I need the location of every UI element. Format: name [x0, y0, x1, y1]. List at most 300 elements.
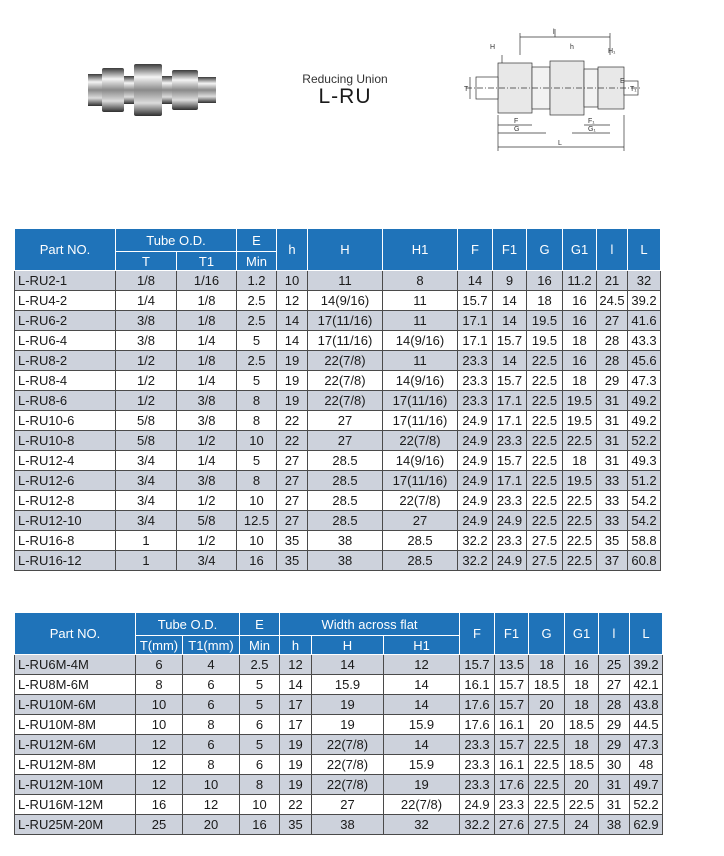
table-cell: 32: [384, 815, 460, 835]
table-cell: 5: [237, 331, 277, 351]
table-cell: 22.5: [527, 391, 563, 411]
table-cell: 16.1: [460, 675, 495, 695]
table-cell: 12: [277, 291, 308, 311]
table-cell: 35: [597, 531, 628, 551]
table-cell: 22(7/8): [308, 351, 383, 371]
table-cell: 18.5: [529, 675, 565, 695]
part-number-cell: L-RU16-12: [15, 551, 116, 571]
header-G1: G1: [563, 229, 597, 271]
header-H1: H1: [383, 229, 458, 271]
table-cell: 12: [136, 755, 183, 775]
table-cell: 24.9: [460, 795, 495, 815]
table-cell: 19.5: [563, 391, 597, 411]
table-cell: 14: [493, 351, 527, 371]
product-subtitle: Reducing Union: [302, 72, 388, 86]
table-cell: 6: [183, 675, 240, 695]
table-cell: 49.2: [628, 391, 661, 411]
table-cell: 24.9: [458, 511, 493, 531]
table-cell: 3/8: [177, 471, 237, 491]
table-cell: 22.5: [529, 735, 565, 755]
table-cell: 22(7/8): [312, 735, 384, 755]
header-F: F: [460, 613, 495, 655]
table-row: [15, 391, 661, 411]
header-T1: T1: [177, 252, 237, 271]
table-cell: 16: [563, 351, 597, 371]
table-cell: 29: [599, 715, 630, 735]
table-cell: 17: [280, 695, 312, 715]
header-width-across-flat: Width across flat: [280, 613, 460, 636]
table-cell: 17.1: [493, 411, 527, 431]
table-cell: 15.9: [384, 715, 460, 735]
table-cell: 16: [565, 655, 599, 675]
table-cell: 31: [597, 451, 628, 471]
table-row: [15, 551, 661, 571]
table-cell: 15.7: [460, 655, 495, 675]
table-row: [15, 331, 661, 351]
table-cell: 11: [383, 351, 458, 371]
table-cell: 29: [599, 735, 630, 755]
table-cell: 15.7: [493, 331, 527, 351]
table-cell: 6: [183, 695, 240, 715]
table-cell: 17.6: [460, 695, 495, 715]
table-cell: 1/2: [116, 371, 177, 391]
table-cell: 1/16: [177, 271, 237, 291]
table-cell: 22.5: [563, 531, 597, 551]
table-cell: 31: [597, 391, 628, 411]
table-cell: 23.3: [493, 491, 527, 511]
table-cell: 28: [599, 695, 630, 715]
metric-table-body: [15, 655, 663, 835]
header-H1: H1: [384, 636, 460, 655]
table-row: [15, 471, 661, 491]
table-cell: 18: [565, 675, 599, 695]
table-cell: 24.9: [458, 471, 493, 491]
table-cell: 24.9: [493, 511, 527, 531]
table-cell: 8: [136, 675, 183, 695]
table-cell: 33: [597, 491, 628, 511]
table-cell: 16.1: [495, 715, 529, 735]
table-cell: 17(11/16): [308, 311, 383, 331]
table-cell: 43.3: [628, 331, 661, 351]
table-cell: 1/8: [177, 351, 237, 371]
table-cell: 28.5: [383, 531, 458, 551]
table-cell: 38: [308, 551, 383, 571]
table-cell: 18: [563, 451, 597, 471]
part-number-cell: L-RU6M-4M: [15, 655, 136, 675]
table-cell: 38: [312, 815, 384, 835]
table-cell: 18: [565, 735, 599, 755]
table-cell: 22(7/8): [312, 755, 384, 775]
table-cell: 24.9: [458, 491, 493, 511]
table-cell: 35: [277, 531, 308, 551]
table-cell: 18: [563, 371, 597, 391]
table-cell: 17(11/16): [383, 471, 458, 491]
table-cell: 3/8: [177, 411, 237, 431]
product-code: L-RU: [318, 85, 372, 108]
product-caption: [280, 72, 410, 109]
table-row: [15, 795, 663, 815]
table-cell: 11.2: [563, 271, 597, 291]
part-number-cell: L-RU12M-8M: [15, 755, 136, 775]
table-cell: 14: [277, 331, 308, 351]
table-cell: 31: [597, 431, 628, 451]
table-cell: 22.5: [527, 431, 563, 451]
table-cell: 10: [277, 271, 308, 291]
table-cell: 49.3: [628, 451, 661, 471]
table-cell: 5/8: [116, 411, 177, 431]
table-cell: 17.1: [493, 471, 527, 491]
table-cell: 22.5: [529, 775, 565, 795]
table-cell: 18: [563, 331, 597, 351]
part-number-cell: L-RU12M-10M: [15, 775, 136, 795]
table-cell: 12: [280, 655, 312, 675]
dim-H-label: H: [490, 44, 496, 51]
header-H: H: [308, 229, 383, 271]
table-cell: 27: [308, 431, 383, 451]
table-cell: 16: [563, 311, 597, 331]
header-G: G: [529, 613, 565, 655]
table-cell: 10: [183, 775, 240, 795]
part-number-cell: L-RU2-1: [15, 271, 116, 291]
table-cell: 18.5: [565, 715, 599, 735]
table-cell: 24.9: [493, 551, 527, 571]
table-cell: 58.8: [628, 531, 661, 551]
table-cell: 22: [277, 411, 308, 431]
table-cell: 3/8: [116, 331, 177, 351]
part-number-cell: L-RU10M-8M: [15, 715, 136, 735]
table-cell: 48: [630, 755, 663, 775]
table-cell: 17.1: [493, 391, 527, 411]
table-cell: 24: [565, 815, 599, 835]
table-cell: 5: [240, 675, 280, 695]
table-cell: 30: [599, 755, 630, 775]
table-cell: 27.5: [527, 551, 563, 571]
table-cell: 8: [240, 775, 280, 795]
table-cell: 22(7/8): [383, 431, 458, 451]
dim-h-label: h: [570, 44, 574, 51]
table-cell: 12: [136, 775, 183, 795]
table-cell: 19.5: [527, 311, 563, 331]
table-cell: 5/8: [177, 511, 237, 531]
table-cell: 19.5: [563, 411, 597, 431]
table-row: [15, 431, 661, 451]
table-cell: 20: [529, 715, 565, 735]
table-cell: 22: [280, 795, 312, 815]
table-row: [15, 675, 663, 695]
table-cell: 27.6: [495, 815, 529, 835]
table-row: [15, 511, 661, 531]
table-cell: 13.5: [495, 655, 529, 675]
table-row: [15, 815, 663, 835]
table-cell: 19: [277, 371, 308, 391]
table-cell: 16: [240, 815, 280, 835]
table-cell: 14: [384, 735, 460, 755]
table-cell: 28.5: [308, 471, 383, 491]
table-cell: 1/8: [177, 291, 237, 311]
table-cell: 3/4: [116, 471, 177, 491]
table-row: [15, 311, 661, 331]
table-cell: 23.3: [460, 755, 495, 775]
table-cell: 22: [277, 431, 308, 451]
dim-G1-label: G₁: [588, 126, 596, 133]
table-cell: 11: [383, 291, 458, 311]
table-cell: 47.3: [630, 735, 663, 755]
dim-F-label: F: [514, 118, 519, 125]
inch-spec-table: [14, 228, 661, 571]
table-cell: 27: [277, 451, 308, 471]
table-cell: 27: [599, 675, 630, 695]
table-cell: 27.5: [527, 531, 563, 551]
table-cell: 51.2: [628, 471, 661, 491]
table-cell: 1/2: [177, 531, 237, 551]
table-cell: 49.2: [628, 411, 661, 431]
part-number-cell: L-RU25M-20M: [15, 815, 136, 835]
table-cell: 27: [277, 511, 308, 531]
dim-T1-label: T₁: [630, 86, 637, 93]
table-cell: 17(11/16): [308, 331, 383, 351]
table-cell: 19.5: [563, 471, 597, 491]
table-cell: 1/8: [177, 311, 237, 331]
part-number-cell: L-RU12-10: [15, 511, 116, 531]
table-cell: 19: [280, 775, 312, 795]
table-cell: 19: [312, 715, 384, 735]
table-cell: 29: [597, 371, 628, 391]
table-cell: 22.5: [563, 551, 597, 571]
dim-l-label: l: [553, 29, 555, 36]
table-cell: 22.5: [527, 371, 563, 391]
table-cell: 28.5: [308, 451, 383, 471]
table-cell: 5: [237, 451, 277, 471]
table-cell: 5/8: [116, 431, 177, 451]
table-cell: 14(9/16): [308, 291, 383, 311]
table-cell: 16: [527, 271, 563, 291]
table-cell: 14: [312, 655, 384, 675]
dim-F1-label: F₁: [588, 118, 595, 125]
header-T1-mm: T1(mm): [183, 636, 240, 655]
table-cell: 18: [565, 695, 599, 715]
header-h: h: [277, 229, 308, 271]
table-cell: 19.5: [527, 331, 563, 351]
table-cell: 1/2: [116, 351, 177, 371]
table-cell: 12: [183, 795, 240, 815]
table-cell: 3/4: [116, 491, 177, 511]
table-cell: 28: [597, 351, 628, 371]
table-cell: 23.3: [493, 431, 527, 451]
header-G1: G1: [565, 613, 599, 655]
product-photo: [88, 60, 216, 120]
table-row: [15, 451, 661, 471]
table-cell: 38: [599, 815, 630, 835]
table-cell: 33: [597, 511, 628, 531]
table-cell: 18: [527, 291, 563, 311]
table-cell: 22.5: [527, 411, 563, 431]
table-cell: 11: [308, 271, 383, 291]
table-cell: 31: [599, 795, 630, 815]
table-cell: 2.5: [237, 351, 277, 371]
table-cell: 54.2: [628, 511, 661, 531]
table-row: [15, 411, 661, 431]
table-cell: 3/4: [116, 451, 177, 471]
table-cell: 32.2: [458, 551, 493, 571]
header-E-min: Min: [237, 252, 277, 271]
table-cell: 22(7/8): [383, 491, 458, 511]
table-cell: 1: [116, 551, 177, 571]
table-cell: 4: [183, 655, 240, 675]
table-cell: 15.7: [458, 291, 493, 311]
table-cell: 16: [237, 551, 277, 571]
table-cell: 22.5: [563, 511, 597, 531]
table-cell: 18: [529, 655, 565, 675]
table-cell: 27.5: [529, 815, 565, 835]
header-tube-od: Tube O.D.: [116, 229, 237, 252]
table-row: [15, 371, 661, 391]
table-row: [15, 291, 661, 311]
table-cell: 17.1: [458, 311, 493, 331]
table-cell: 35: [277, 551, 308, 571]
table-cell: 43.8: [630, 695, 663, 715]
table-cell: 8: [183, 715, 240, 735]
table-cell: 2.5: [237, 291, 277, 311]
table-cell: 22.5: [527, 511, 563, 531]
header-H: H: [312, 636, 384, 655]
table-cell: 11: [383, 311, 458, 331]
table-cell: 22.5: [527, 351, 563, 371]
table-cell: 15.7: [493, 371, 527, 391]
table-cell: 10: [136, 715, 183, 735]
part-number-cell: L-RU12-6: [15, 471, 116, 491]
header-part-no: Part NO.: [15, 613, 136, 655]
table-cell: 8: [183, 755, 240, 775]
table-cell: 15.7: [493, 451, 527, 471]
table-row: [15, 775, 663, 795]
table-row: [15, 715, 663, 735]
table-cell: 19: [280, 735, 312, 755]
table-cell: 27: [312, 795, 384, 815]
table-cell: 54.2: [628, 491, 661, 511]
table-cell: 19: [277, 351, 308, 371]
part-number-cell: L-RU6-2: [15, 311, 116, 331]
part-number-cell: L-RU12-8: [15, 491, 116, 511]
table-cell: 12: [136, 735, 183, 755]
table-cell: 20: [183, 815, 240, 835]
table-cell: 8: [237, 391, 277, 411]
table-cell: 38: [308, 531, 383, 551]
table-cell: 5: [240, 695, 280, 715]
table-cell: 52.2: [630, 795, 663, 815]
table-cell: 49.7: [630, 775, 663, 795]
table-cell: 15.9: [312, 675, 384, 695]
table-cell: 25: [599, 655, 630, 675]
table-cell: 1/2: [116, 391, 177, 411]
technical-drawing: [462, 25, 642, 165]
table-cell: 2.5: [240, 655, 280, 675]
table-cell: 10: [237, 491, 277, 511]
table-cell: 17.6: [460, 715, 495, 735]
table-cell: 22.5: [529, 755, 565, 775]
table-cell: 16: [563, 291, 597, 311]
table-cell: 19: [277, 391, 308, 411]
table-cell: 16.1: [495, 755, 529, 775]
table-cell: 27: [597, 311, 628, 331]
metric-spec-table: [14, 612, 663, 835]
table-cell: 17(11/16): [383, 391, 458, 411]
table-cell: 3/8: [116, 311, 177, 331]
table-cell: 20: [565, 775, 599, 795]
table-cell: 12.5: [237, 511, 277, 531]
table-cell: 37: [597, 551, 628, 571]
header-tube-od: Tube O.D.: [136, 613, 240, 636]
table-cell: 14(9/16): [383, 331, 458, 351]
table-cell: 23.3: [458, 391, 493, 411]
table-cell: 12: [384, 655, 460, 675]
table-cell: 39.2: [628, 291, 661, 311]
header-F1: F1: [493, 229, 527, 271]
part-number-cell: L-RU10M-6M: [15, 695, 136, 715]
table-cell: 22.5: [527, 491, 563, 511]
table-cell: 1/2: [177, 491, 237, 511]
table-cell: 28.5: [308, 491, 383, 511]
table-cell: 31: [597, 411, 628, 431]
table-cell: 27: [277, 491, 308, 511]
table-cell: 14: [458, 271, 493, 291]
table-cell: 15.7: [495, 735, 529, 755]
table-cell: 15.7: [495, 695, 529, 715]
table-cell: 22.5: [563, 491, 597, 511]
table-cell: 6: [183, 735, 240, 755]
table-cell: 45.6: [628, 351, 661, 371]
part-number-cell: L-RU12-4: [15, 451, 116, 471]
table-cell: 23.3: [460, 735, 495, 755]
table-cell: 10: [136, 695, 183, 715]
table-cell: 33: [597, 471, 628, 491]
part-number-cell: L-RU10-8: [15, 431, 116, 451]
table-cell: 10: [237, 531, 277, 551]
table-cell: 1/4: [116, 291, 177, 311]
table-cell: 14(9/16): [383, 371, 458, 391]
part-number-cell: L-RU12M-6M: [15, 735, 136, 755]
header-l: l: [599, 613, 630, 655]
header-L: L: [628, 229, 661, 271]
table-cell: 22(7/8): [312, 775, 384, 795]
table-row: [15, 351, 661, 371]
table-cell: 6: [240, 715, 280, 735]
part-number-cell: L-RU10-6: [15, 411, 116, 431]
table-cell: 22(7/8): [308, 371, 383, 391]
table-cell: 5: [240, 735, 280, 755]
table-cell: 3/4: [116, 511, 177, 531]
table-cell: 21: [597, 271, 628, 291]
table-cell: 52.2: [628, 431, 661, 451]
part-number-cell: L-RU16-8: [15, 531, 116, 551]
part-number-cell: L-RU16M-12M: [15, 795, 136, 815]
table-cell: 22.5: [565, 795, 599, 815]
header-L: L: [630, 613, 663, 655]
table-cell: 1/4: [177, 371, 237, 391]
table-cell: 28: [597, 331, 628, 351]
table-cell: 17.6: [495, 775, 529, 795]
table-cell: 39.2: [630, 655, 663, 675]
dim-T-label: T: [464, 86, 469, 93]
table-cell: 8: [237, 411, 277, 431]
table-row: [15, 531, 661, 551]
table-cell: 17: [280, 715, 312, 735]
table-cell: 14: [280, 675, 312, 695]
part-number-cell: L-RU6-4: [15, 331, 116, 351]
table-cell: 8: [383, 271, 458, 291]
table-cell: 35: [280, 815, 312, 835]
table-cell: 44.5: [630, 715, 663, 735]
table-cell: 60.8: [628, 551, 661, 571]
